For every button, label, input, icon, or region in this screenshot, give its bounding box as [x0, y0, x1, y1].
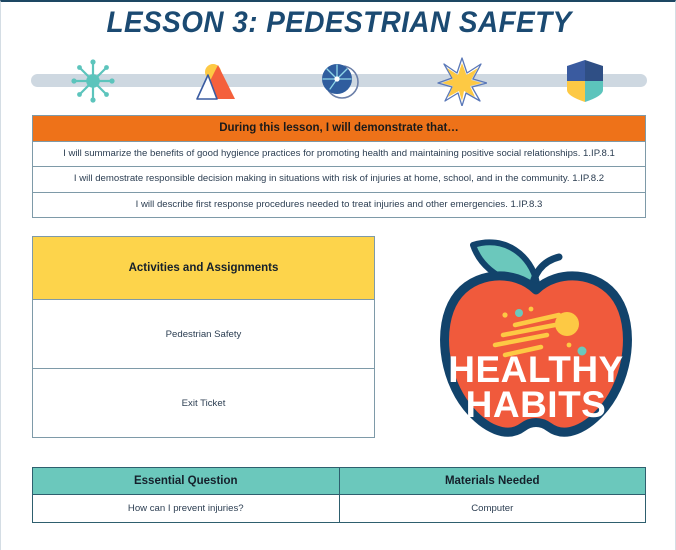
essential-question-header: Essential Question	[33, 468, 340, 495]
atom-burst-icon	[31, 57, 154, 105]
essential-question-table	[32, 467, 646, 523]
table-header-row	[33, 116, 646, 142]
logo-line-2: HABITS	[465, 384, 607, 425]
healthy-habits-apple-logo	[419, 227, 654, 457]
materials-needed-cell: Computer	[339, 495, 646, 523]
essential-question-cell: How can I prevent injuries?	[33, 495, 340, 523]
page-title: LESSON 3: PEDESTRIAN SAFETY	[106, 6, 572, 39]
activity-cell[interactable]: Pedestrian Safety	[33, 300, 375, 369]
table-header-row	[33, 237, 375, 300]
logo-line-1: HEALTHY	[448, 349, 624, 390]
table-row	[33, 141, 646, 166]
page-title-wrapper	[1, 6, 676, 40]
table-row	[33, 495, 646, 523]
compass-dial-icon	[277, 57, 400, 105]
mountain-sunrise-icon	[154, 57, 277, 105]
activity-cell[interactable]: Exit Ticket	[33, 369, 375, 438]
objectives-header: During this lesson, I will demonstrate that…	[33, 116, 646, 142]
table-header-row	[33, 468, 646, 495]
objective-cell: I will demostrate responsible decision making in situations with risk of injuries at home, school, and in the community. 1.IP.8.2	[33, 167, 646, 192]
objective-cell: I will describe first response procedures needed to treat injuries and other emergencies. 1.IP.8.3	[33, 192, 646, 217]
activities-header: Activities and Assignments	[33, 237, 375, 300]
cube-blocks-icon	[524, 57, 647, 105]
table-row	[33, 300, 375, 369]
sun-star-icon	[401, 57, 524, 105]
table-row	[33, 192, 646, 217]
materials-needed-header: Materials Needed	[339, 468, 646, 495]
objectives-table	[32, 115, 646, 218]
table-row	[33, 167, 646, 192]
icon-strip	[31, 57, 647, 105]
activities-table	[32, 236, 375, 438]
objective-cell: I will summarize the benefits of good hygience practices for promoting health and maintaining positive social relationships. 1.IP.8.1	[33, 141, 646, 166]
table-row	[33, 369, 375, 438]
